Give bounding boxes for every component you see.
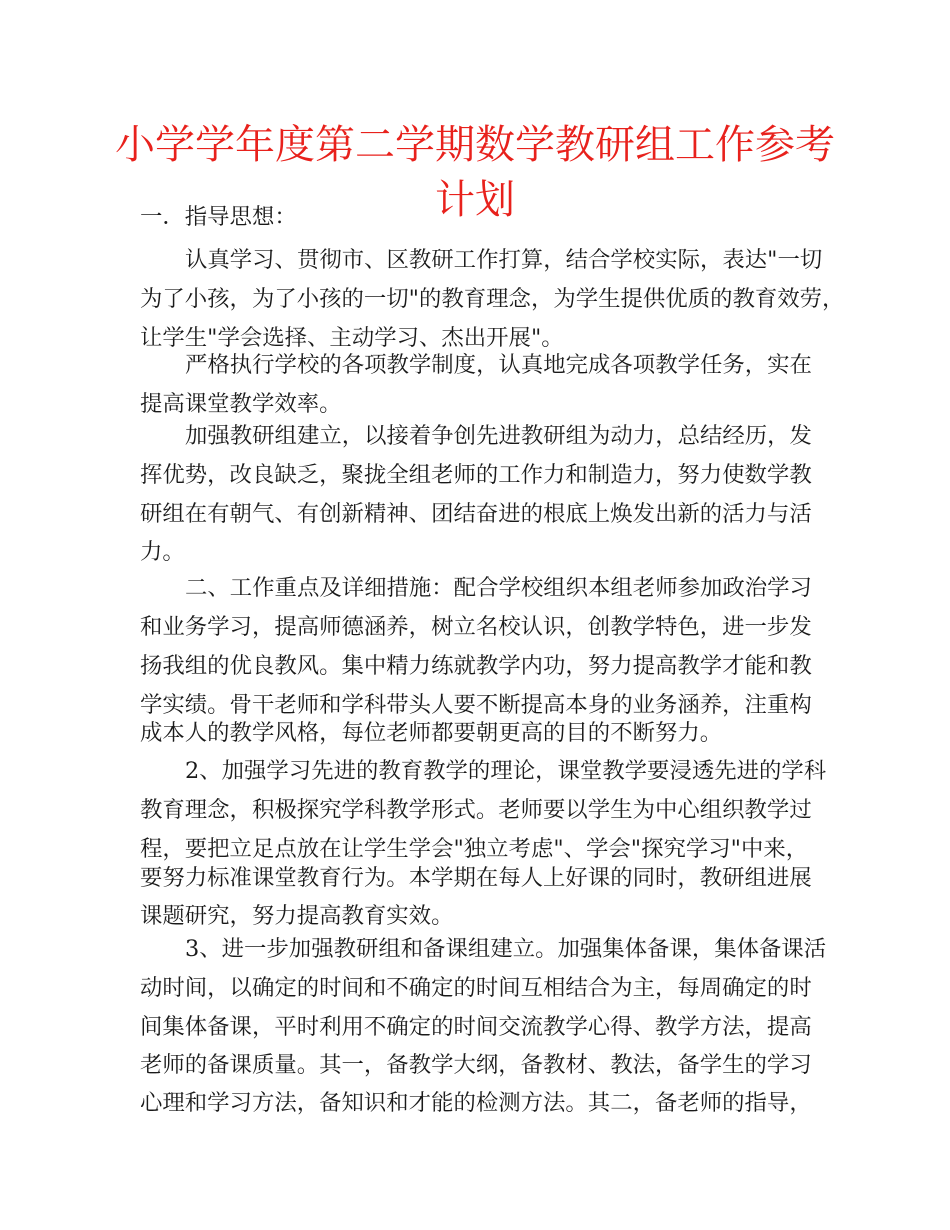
body-line: 让学生"学会选择、主动学习、杰出开展"。 [140, 325, 564, 351]
body-line: 认真学习、贯彻市、区教研工作打算，结合学校实际，表达"一切 [185, 247, 823, 273]
body-line: 间集体备课，平时利用不确定的时间交流教学心得、教学方法，提高 [140, 1014, 812, 1040]
body-line: 程，要把立足点放在让学生学会"独立考虑"、学会"探究学习"中来， [140, 836, 809, 862]
body-line: 严格执行学校的各项教学制度，认真地完成各项教学任务，实在 [185, 352, 812, 378]
body-line: 一．指导思想： [140, 204, 297, 230]
body-line: 提高课堂教学效率。 [140, 391, 342, 417]
body-line: 挥优势，改良缺乏，聚拢全组老师的工作力和制造力，努力使数学教 [140, 462, 812, 488]
body-line: 和业务学习，提高师德涵养，树立名校认识，创教学特色，进一步发 [140, 614, 812, 640]
body-line: 老师的备课质量。其一，备教学大纲，备教材、教法，备学生的学习 [140, 1052, 812, 1078]
body-line: 动时间，以确定的时间和不确定的时间互相结合为主，每周确定的时 [140, 975, 812, 1001]
body-line: 研组在有朝气、有创新精神、团结奋进的根底上焕发出新的活力与活 [140, 501, 812, 527]
body-line: 加强教研组建立，以接着争创先进教研组为动力，总结经历，发 [185, 423, 812, 449]
body-line: 扬我组的优良教风。集中精力练就教学内功，努力提高教学才能和教 [140, 653, 812, 679]
body-line: 3、进一步加强教研组和备课组建立。加强集体备课，集体备课活 [185, 936, 827, 962]
body-line: 要努力标准课堂教育行为。本学期在每人上好课的同时，教研组进展 [140, 865, 812, 891]
body-line: 心理和学习方法，备知识和才能的检测方法。其二，备老师的指导， [140, 1090, 812, 1116]
body-line: 课题研究，努力提高教育实效。 [140, 903, 454, 929]
body-line: 为了小孩，为了小孩的一切"的教育理念，为学生提供优质的教育效劳， [140, 286, 845, 312]
body-line: 教育理念，积极探究学科教学形式。老师要以学生为中心组织教学过 [140, 797, 812, 823]
title-line-1: 小学学年度第二学期数学教研组工作参考 [115, 122, 835, 168]
body-line: 成本人的教学风格，每位老师都要朝更高的目的不断努力。 [140, 720, 723, 746]
body-line: 学实绩。骨干老师和学科带头人要不断提高本身的业务涵养，注重构 [140, 692, 812, 718]
body-line: 力。 [140, 539, 185, 565]
body-line: 二、工作重点及详细措施：配合学校组织本组老师参加政治学习 [185, 575, 812, 601]
body-line: 2、加强学习先进的教育教学的理论，课堂教学要浸透先进的学科 [185, 758, 827, 784]
title-line-2: 计划 [435, 177, 515, 223]
